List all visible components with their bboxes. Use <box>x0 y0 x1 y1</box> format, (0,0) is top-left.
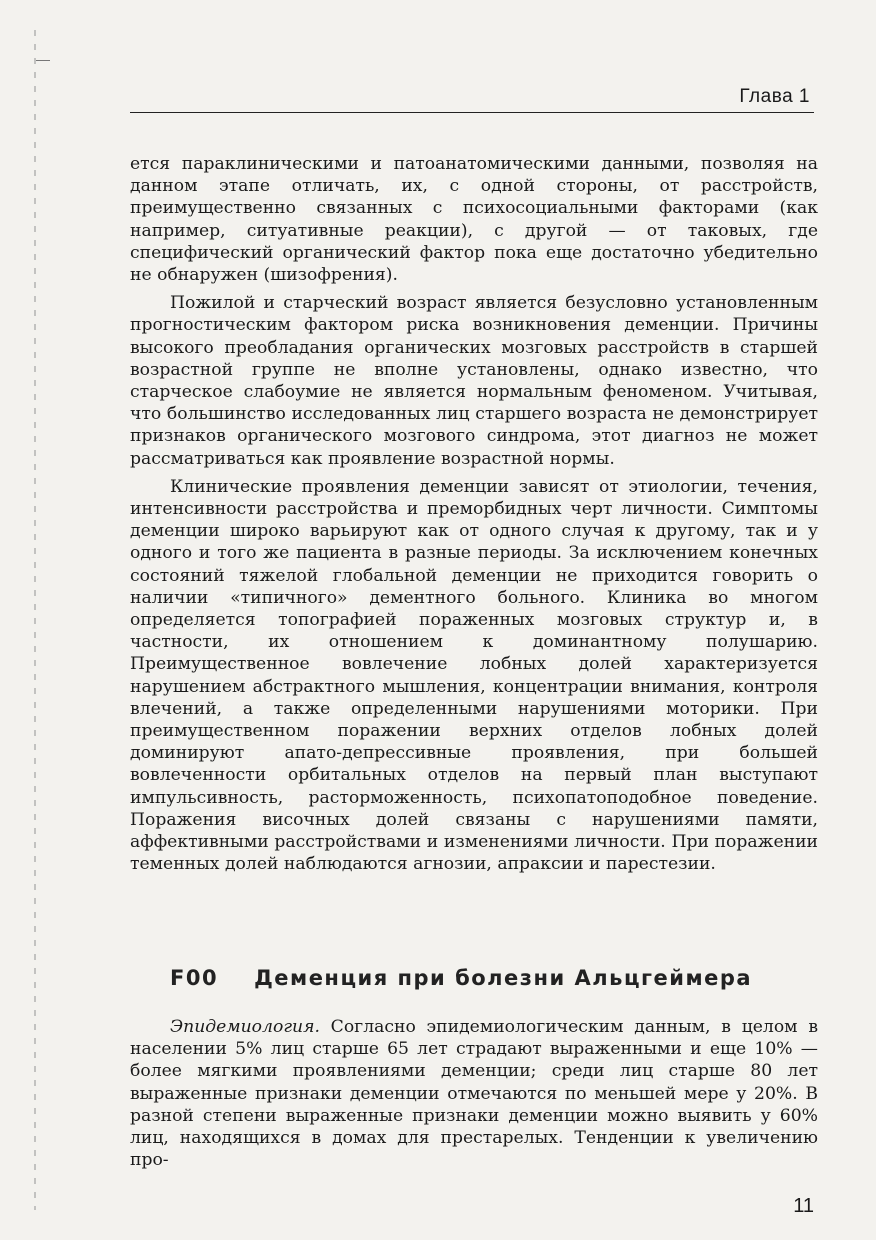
section-title: Деменция при болезни Альцгеймера <box>254 966 753 990</box>
paragraph-clinical: Клинические проявления деменции зависят от этиологии, течения, интенсивности расстройства и преморбидных черт личности. Симптомы деменции широко варьируют как от одного случая к другому, так и у одного и того же пациента в разные периоды. За исключением конечных состояний тяжелой глобальной деменции не приходится говорить о наличии «типичного» дементного больного. Клиника во многом определяется топографией пораженных мозговых структур и, в частности, их отношением к доминантному полушарию. Преимущественное вовлечение лобных долей характеризуется нарушением абстрактного мышления, концентрации внимания, контроля влечений, а также определенными нарушениями моторики. При преимущественном поражении верхних отделов лобных долей доминируют апато-депрессивные проявления, при большей вовлеченности орбитальных отделов на первый план выступают импульсивность, расторможенность, психопатоподобное поведение. Поражения височных долей связаны с нарушениями памяти, аффективными расстройствами и изменениями личности. При поражении теменных долей наблюдаются агнозии, апраксии и парестезии. <box>130 476 818 875</box>
paragraph-age-risk: Пожилой и старческий возраст является безусловно установленным прогностическим фактором риска возникновения деменции. Причины высокого преобладания органических мозговых расстройств в старшей возрастной группе не вполне установлены, однако известно, что старческое слабоумие не является нормальным феноменом. Учитывая, что большинство исследованных лиц старшего возраста не демонстрирует признаков органического мозгового синдрома, этот диагноз не может рассматриваться как проявление возрастной нормы. <box>130 293 818 469</box>
chapter-label: Глава 1 <box>739 86 810 107</box>
running-header <box>130 86 814 113</box>
paragraph-epidemiology <box>130 1016 818 1171</box>
epidemiology-block <box>130 1016 818 1171</box>
scan-tick-mark <box>36 60 50 61</box>
section-code: F00 <box>170 966 219 990</box>
epidemiology-text: Согласно эпидемиологическим данным, в целом в населении 5% лиц старше 65 лет страдают выраженными и еще 10% — более мягкими проявлениями деменции; среди лиц старше 80 лет выраженные признаки деменции отмечаются по меньшей мере у 20%. В разной степени выраженные признаки деменции можно выявить у 60% лиц, находящихся в домах для престарелых. Тенденции к увеличению про- <box>130 1017 818 1171</box>
page-number: 11 <box>793 1195 814 1217</box>
paragraph-continuation: ется параклиническими и патоанатомическими данными, позволяя на данном этапе отличать, их, с одной стороны, от расстройств, преимущественно связанных с психосоциальными факторами (как например, ситуативные реакции), с другой — от таковых, где специфический органический фактор пока еще достаточно убедительно не обнаружен (шизофрения). <box>130 154 818 286</box>
body-text <box>130 153 818 876</box>
section-heading <box>170 966 810 990</box>
scan-margin-artifact <box>34 30 36 1210</box>
epidemiology-lead: Эпидемиология. <box>170 1017 320 1037</box>
